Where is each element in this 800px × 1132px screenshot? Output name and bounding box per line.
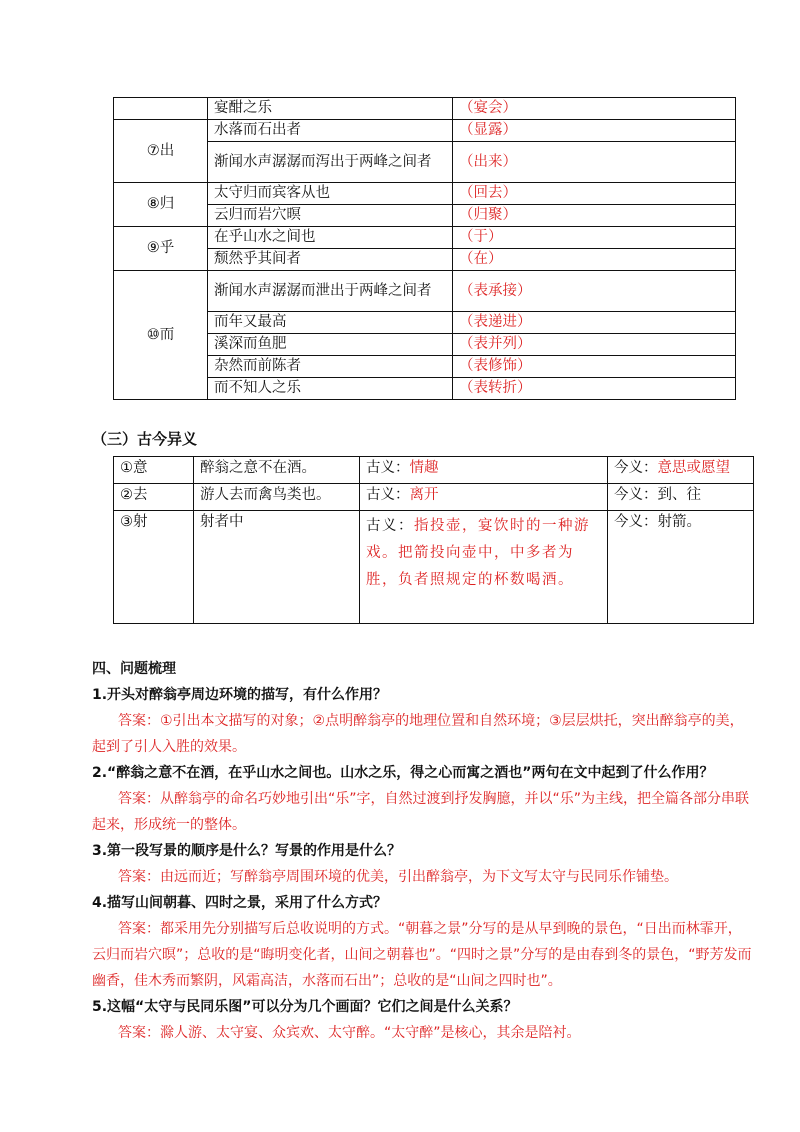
- word-cell: ③射: [114, 511, 194, 624]
- question-3: 3.第一段写景的顺序是什么？写景的作用是什么？: [92, 843, 402, 859]
- example-cell: 而不知人之乐: [208, 378, 453, 400]
- word-cell: ①意: [114, 457, 194, 484]
- example-cell: 而年又最高: [208, 312, 453, 334]
- example-cell: 渐闻水声潺潺而泄出于两峰之间者: [208, 271, 453, 312]
- modern-label: 今义：: [614, 487, 658, 503]
- answer-5: 答案：滁人游、太守宴、众宾欢、太守醉。“太守醉”是核心，其余是陪衬。: [118, 1025, 581, 1041]
- meaning-cell: （表递进）: [453, 312, 736, 334]
- example-cell: 云归而岩穴暝: [208, 205, 453, 227]
- meaning-cell: （宴会）: [453, 98, 736, 120]
- modern-meaning-cell: [608, 511, 754, 624]
- ancient-meaning-cell: [360, 484, 608, 511]
- modern-label: 今义：: [614, 460, 658, 476]
- meaning-cell: （表修饰）: [453, 356, 736, 378]
- modern-label: 今义：: [614, 514, 658, 530]
- answer-2: 答案：从醉翁亭的命名巧妙地引出“乐”字，自然过渡到抒发胸臆，并以“乐”为主线，把全篇各部分串联起来，形成统一的整体。: [92, 791, 750, 833]
- questions-section: [92, 656, 752, 1046]
- word-cell: ⑨乎: [114, 227, 208, 271]
- answer-4: 答案：都采用先分别描写后总收说明的方式。“朝暮之景”分写的是从早到晚的景色，“日出而林霏开，云归而岩穴暝”；总收的是“晦明变化者，山间之朝暮也”。“四时之景”分写的是由春到冬的景色，“野芳发而幽香，佳木秀而繁阴，风霜高洁，水落而石出”；总收的是“山间之四时也”。: [92, 921, 752, 989]
- question-5: 5.这幅“太守与民同乐图”可以分为几个画面？它们之间是什么关系？: [92, 999, 518, 1015]
- ancient-modern-meaning-table: [113, 456, 754, 624]
- meaning-cell: （归聚）: [453, 205, 736, 227]
- example-cell: 水落而石出者: [208, 120, 453, 142]
- section-title-questions: 四、问题梳理: [92, 661, 176, 677]
- example-cell: 杂然而前陈者: [208, 356, 453, 378]
- ancient-meaning: 情趣: [409, 460, 439, 476]
- modern-meaning: 意思或愿望: [657, 460, 730, 476]
- meaning-cell: （回去）: [453, 183, 736, 205]
- example-cell: 宴酣之乐: [208, 98, 453, 120]
- example-cell: 游人去而禽鸟类也。: [194, 484, 360, 511]
- question-2: 2.“醉翁之意不在酒，在乎山水之间也。山水之乐，得之心而寓之酒也”两句在文中起到了什么作用？: [92, 765, 714, 781]
- ancient-meaning: 离开: [409, 487, 439, 503]
- ancient-meaning-cell: [360, 457, 608, 484]
- question-4: 4.描写山间朝暮、四时之景，采用了什么方式？: [92, 895, 388, 911]
- word-cell: ⑦出: [114, 120, 208, 183]
- ancient-meaning: 指投壶，宴饮时的一种游戏。把箭投向壶中，中多者为胜，负者照规定的杯数喝酒。: [366, 518, 590, 588]
- meaning-cell: （表转折）: [453, 378, 736, 400]
- modern-meaning-cell: [608, 484, 754, 511]
- meaning-cell: （出来）: [453, 142, 736, 183]
- section-title-ancient-modern: （三）古今异义: [92, 430, 198, 448]
- word-meaning-table: [113, 97, 736, 400]
- meaning-cell: （在）: [453, 249, 736, 271]
- ancient-label: 古义：: [366, 460, 410, 476]
- example-cell: 渐闻水声潺潺而泻出于两峰之间者: [208, 142, 453, 183]
- meaning-cell: （表承接）: [453, 271, 736, 312]
- modern-meaning: 到、往: [657, 487, 701, 503]
- example-cell: 颓然乎其间者: [208, 249, 453, 271]
- meaning-cell: （于）: [453, 227, 736, 249]
- meaning-cell: （表并列）: [453, 334, 736, 356]
- example-cell: 射者中: [194, 511, 360, 624]
- modern-meaning-cell: [608, 457, 754, 484]
- word-cell: ②去: [114, 484, 194, 511]
- word-cell: ⑧归: [114, 183, 208, 227]
- ancient-meaning-cell: [360, 511, 608, 624]
- modern-meaning: 射箭。: [657, 514, 701, 530]
- word-cell: [114, 98, 208, 120]
- ancient-label: 古义：: [366, 518, 414, 534]
- answer-3: 答案：由远而近；写醉翁亭周围环境的优美，引出醉翁亭，为下文写太守与民同乐作铺垫。: [118, 869, 678, 885]
- question-1: 1.开头对醉翁亭周边环境的描写，有什么作用？: [92, 687, 388, 703]
- example-cell: 醉翁之意不在酒。: [194, 457, 360, 484]
- word-cell: ⑩而: [114, 271, 208, 400]
- example-cell: 溪深而鱼肥: [208, 334, 453, 356]
- ancient-label: 古义：: [366, 487, 410, 503]
- answer-1: 答案：①引出本文描写的对象；②点明醉翁亭的地理位置和自然环境；③层层烘托，突出醉翁亭的美，起到了引人入胜的效果。: [92, 713, 744, 755]
- example-cell: 太守归而宾客从也: [208, 183, 453, 205]
- example-cell: 在乎山水之间也: [208, 227, 453, 249]
- meaning-cell: （显露）: [453, 120, 736, 142]
